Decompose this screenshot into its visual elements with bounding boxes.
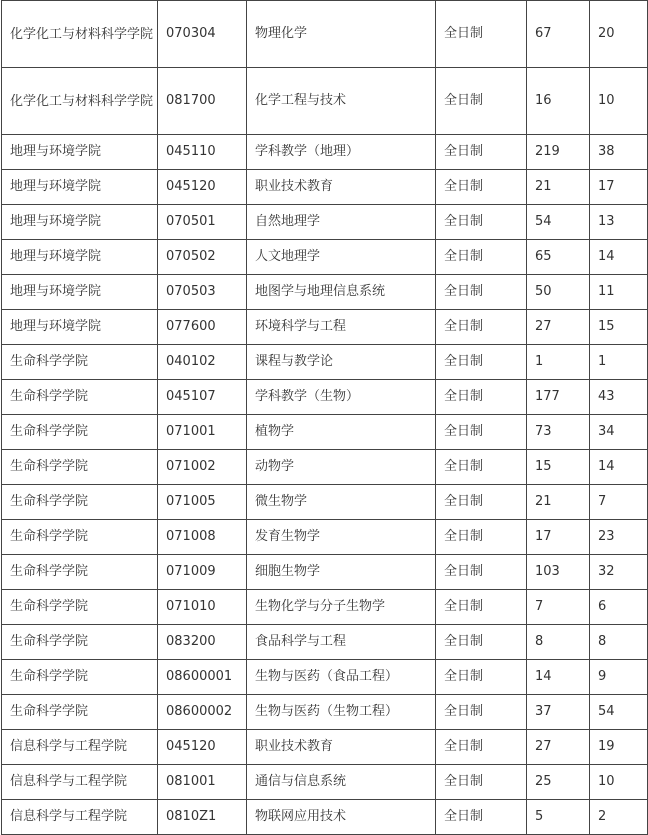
table-row — [2, 625, 648, 660]
major-code-cell: 070502 — [158, 240, 247, 275]
college-cell: 生命科学学院 — [2, 660, 158, 695]
applicants-cell: 1 — [527, 345, 590, 380]
applicants-cell: 67 — [527, 1, 590, 68]
admitted-cell: 1 — [590, 345, 648, 380]
table-row — [2, 730, 648, 765]
study-mode-cell: 全日制 — [436, 730, 527, 765]
major-name-cell: 动物学 — [247, 450, 436, 485]
major-code-cell: 08600002 — [158, 695, 247, 730]
applicants-cell: 103 — [527, 555, 590, 590]
admitted-cell: 7 — [590, 485, 648, 520]
table-row — [2, 170, 648, 205]
study-mode-cell: 全日制 — [436, 205, 527, 240]
table-row — [2, 800, 648, 835]
applicants-cell: 25 — [527, 765, 590, 800]
table-row — [2, 415, 648, 450]
major-code-cell: 071010 — [158, 590, 247, 625]
major-name-cell: 职业技术教育 — [247, 170, 436, 205]
major-name-cell: 微生物学 — [247, 485, 436, 520]
admitted-cell: 19 — [590, 730, 648, 765]
applicants-cell: 7 — [527, 590, 590, 625]
major-name-cell: 通信与信息系统 — [247, 765, 436, 800]
table-row — [2, 485, 648, 520]
major-name-cell: 生物与医药（食品工程） — [247, 660, 436, 695]
admitted-cell: 34 — [590, 415, 648, 450]
college-cell: 地理与环境学院 — [2, 275, 158, 310]
admitted-cell: 14 — [590, 450, 648, 485]
major-name-cell: 发育生物学 — [247, 520, 436, 555]
table-row — [2, 660, 648, 695]
college-cell: 生命科学学院 — [2, 345, 158, 380]
major-code-cell: 071005 — [158, 485, 247, 520]
applicants-cell: 50 — [527, 275, 590, 310]
major-code-cell: 081001 — [158, 765, 247, 800]
applicants-cell: 65 — [527, 240, 590, 275]
major-name-cell: 植物学 — [247, 415, 436, 450]
major-code-cell: 070503 — [158, 275, 247, 310]
major-code-cell: 083200 — [158, 625, 247, 660]
table-row — [2, 450, 648, 485]
study-mode-cell: 全日制 — [436, 170, 527, 205]
applicants-cell: 14 — [527, 660, 590, 695]
applicants-cell: 5 — [527, 800, 590, 835]
table-row — [2, 345, 648, 380]
admitted-cell: 6 — [590, 590, 648, 625]
major-name-cell: 物理化学 — [247, 1, 436, 68]
major-name-cell: 课程与教学论 — [247, 345, 436, 380]
applicants-cell: 73 — [527, 415, 590, 450]
applicants-cell: 54 — [527, 205, 590, 240]
applicants-cell: 37 — [527, 695, 590, 730]
table-row — [2, 1, 648, 68]
study-mode-cell: 全日制 — [436, 1, 527, 68]
major-code-cell: 040102 — [158, 345, 247, 380]
major-code-cell: 071008 — [158, 520, 247, 555]
major-code-cell: 077600 — [158, 310, 247, 345]
college-cell: 生命科学学院 — [2, 415, 158, 450]
college-cell: 地理与环境学院 — [2, 240, 158, 275]
study-mode-cell: 全日制 — [436, 660, 527, 695]
college-cell: 地理与环境学院 — [2, 205, 158, 240]
college-cell: 信息科学与工程学院 — [2, 800, 158, 835]
admitted-cell: 10 — [590, 68, 648, 135]
study-mode-cell: 全日制 — [436, 800, 527, 835]
college-cell: 生命科学学院 — [2, 555, 158, 590]
table-row — [2, 240, 648, 275]
study-mode-cell: 全日制 — [436, 310, 527, 345]
applicants-cell: 8 — [527, 625, 590, 660]
admitted-cell: 9 — [590, 660, 648, 695]
table-row — [2, 555, 648, 590]
major-name-cell: 生物化学与分子生物学 — [247, 590, 436, 625]
college-cell: 生命科学学院 — [2, 380, 158, 415]
table-row — [2, 765, 648, 800]
applicants-cell: 21 — [527, 170, 590, 205]
college-cell: 化学化工与材料科学学院 — [2, 1, 158, 68]
major-name-cell: 职业技术教育 — [247, 730, 436, 765]
major-code-cell: 045110 — [158, 135, 247, 170]
major-name-cell: 学科教学（地理） — [247, 135, 436, 170]
study-mode-cell: 全日制 — [436, 345, 527, 380]
study-mode-cell: 全日制 — [436, 625, 527, 660]
table-row — [2, 68, 648, 135]
admitted-cell: 15 — [590, 310, 648, 345]
admitted-cell: 10 — [590, 765, 648, 800]
study-mode-cell: 全日制 — [436, 415, 527, 450]
college-cell: 生命科学学院 — [2, 450, 158, 485]
admitted-cell: 11 — [590, 275, 648, 310]
study-mode-cell: 全日制 — [436, 590, 527, 625]
admitted-cell: 43 — [590, 380, 648, 415]
major-name-cell: 地图学与地理信息系统 — [247, 275, 436, 310]
admitted-cell: 17 — [590, 170, 648, 205]
applicants-cell: 15 — [527, 450, 590, 485]
major-code-cell: 045120 — [158, 730, 247, 765]
table-row — [2, 310, 648, 345]
major-name-cell: 生物与医药（生物工程） — [247, 695, 436, 730]
major-code-cell: 071009 — [158, 555, 247, 590]
applicants-cell: 21 — [527, 485, 590, 520]
study-mode-cell: 全日制 — [436, 450, 527, 485]
applicants-cell: 219 — [527, 135, 590, 170]
major-name-cell: 食品科学与工程 — [247, 625, 436, 660]
college-cell: 地理与环境学院 — [2, 135, 158, 170]
table-row — [2, 135, 648, 170]
college-cell: 生命科学学院 — [2, 485, 158, 520]
college-cell: 信息科学与工程学院 — [2, 765, 158, 800]
table-row — [2, 205, 648, 240]
study-mode-cell: 全日制 — [436, 380, 527, 415]
college-cell: 生命科学学院 — [2, 520, 158, 555]
admitted-cell: 23 — [590, 520, 648, 555]
study-mode-cell: 全日制 — [436, 695, 527, 730]
study-mode-cell: 全日制 — [436, 555, 527, 590]
table-body — [2, 1, 648, 835]
applicants-cell: 17 — [527, 520, 590, 555]
admitted-cell: 8 — [590, 625, 648, 660]
study-mode-cell: 全日制 — [436, 135, 527, 170]
admitted-cell: 2 — [590, 800, 648, 835]
major-code-cell: 08600001 — [158, 660, 247, 695]
table-row — [2, 380, 648, 415]
college-cell: 信息科学与工程学院 — [2, 730, 158, 765]
major-code-cell: 0810Z1 — [158, 800, 247, 835]
study-mode-cell: 全日制 — [436, 485, 527, 520]
table-row — [2, 275, 648, 310]
college-cell: 生命科学学院 — [2, 695, 158, 730]
college-cell: 地理与环境学院 — [2, 170, 158, 205]
major-code-cell: 071001 — [158, 415, 247, 450]
college-cell: 地理与环境学院 — [2, 310, 158, 345]
admitted-cell: 13 — [590, 205, 648, 240]
applicants-cell: 177 — [527, 380, 590, 415]
applicants-cell: 27 — [527, 730, 590, 765]
major-code-cell: 070304 — [158, 1, 247, 68]
study-mode-cell: 全日制 — [436, 520, 527, 555]
college-cell: 化学化工与材料科学学院 — [2, 68, 158, 135]
major-name-cell: 细胞生物学 — [247, 555, 436, 590]
major-code-cell: 081700 — [158, 68, 247, 135]
admissions-table — [1, 0, 648, 835]
table-row — [2, 695, 648, 730]
major-name-cell: 人文地理学 — [247, 240, 436, 275]
study-mode-cell: 全日制 — [436, 275, 527, 310]
study-mode-cell: 全日制 — [436, 240, 527, 275]
admitted-cell: 20 — [590, 1, 648, 68]
applicants-cell: 27 — [527, 310, 590, 345]
table-row — [2, 590, 648, 625]
major-name-cell: 自然地理学 — [247, 205, 436, 240]
major-name-cell: 化学工程与技术 — [247, 68, 436, 135]
major-name-cell: 学科教学（生物） — [247, 380, 436, 415]
study-mode-cell: 全日制 — [436, 68, 527, 135]
major-code-cell: 070501 — [158, 205, 247, 240]
major-code-cell: 045107 — [158, 380, 247, 415]
major-code-cell: 071002 — [158, 450, 247, 485]
admitted-cell: 14 — [590, 240, 648, 275]
college-cell: 生命科学学院 — [2, 590, 158, 625]
study-mode-cell: 全日制 — [436, 765, 527, 800]
major-name-cell: 物联网应用技术 — [247, 800, 436, 835]
admitted-cell: 32 — [590, 555, 648, 590]
college-cell: 生命科学学院 — [2, 625, 158, 660]
major-name-cell: 环境科学与工程 — [247, 310, 436, 345]
major-code-cell: 045120 — [158, 170, 247, 205]
applicants-cell: 16 — [527, 68, 590, 135]
admitted-cell: 54 — [590, 695, 648, 730]
admitted-cell: 38 — [590, 135, 648, 170]
table-row — [2, 520, 648, 555]
